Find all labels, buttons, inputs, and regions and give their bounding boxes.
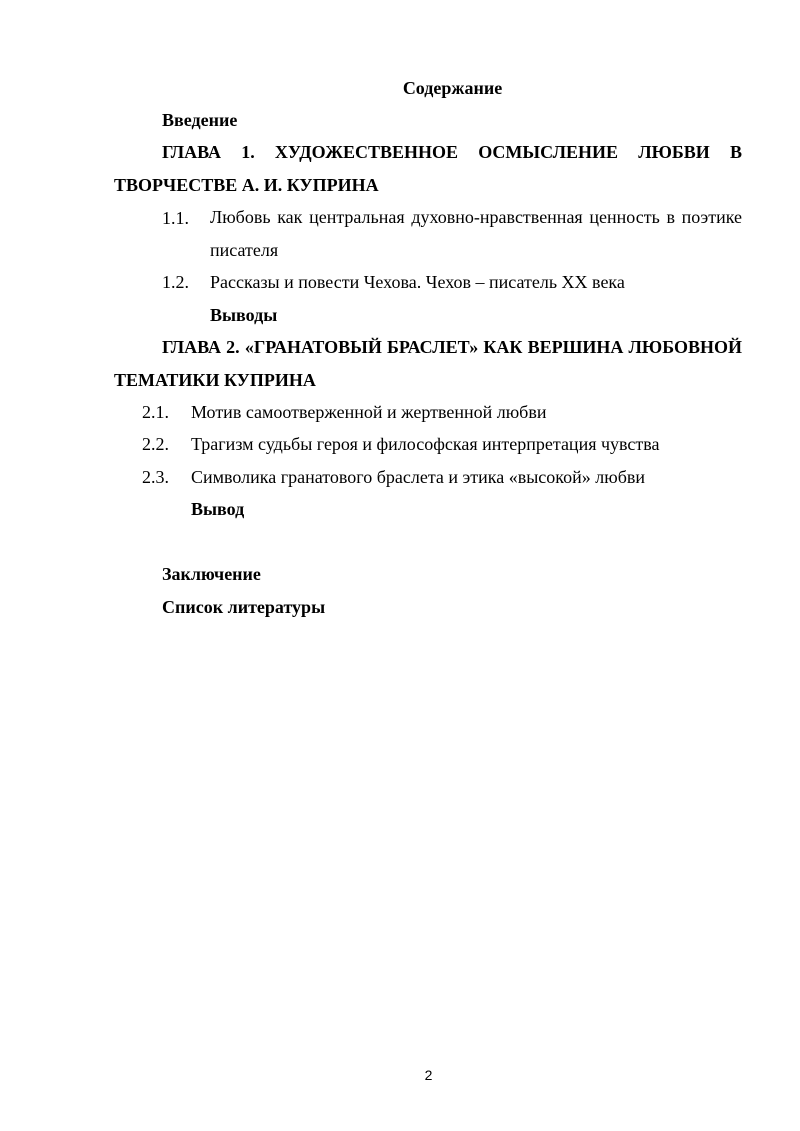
item-1-1-number: 1.1.	[162, 208, 189, 228]
chapter1-heading: ГЛАВА 1. ХУДОЖЕСТВЕННОЕ ОСМЫСЛЕНИЕ ЛЮБВИ В ТВОРЧЕСТВЕ А. И. КУПРИНА	[114, 142, 742, 195]
chapter1-conclusion: Выводы	[210, 305, 278, 325]
page-number: 2	[424, 1067, 433, 1083]
item-2-1-text: Мотив самоотверженной и жертвенной любви	[191, 402, 547, 422]
toc-title: Содержание	[402, 78, 503, 98]
item-2-3-text: Символика гранатового браслета и этика «высокой» любви	[191, 467, 645, 487]
item-2-2-text: Трагизм судьбы героя и философская интерпретация чувства	[191, 434, 660, 454]
chapter2-conclusion: Вывод	[191, 499, 245, 519]
item-2-2-number: 2.2.	[142, 434, 169, 454]
item-1-1-text: Любовь как центральная духовно-нравственная ценность в поэтике писателя	[210, 207, 742, 260]
item-2-3-number: 2.3.	[142, 467, 169, 487]
toc-final: Заключение	[162, 564, 261, 584]
item-2-1-number: 2.1.	[142, 402, 169, 422]
item-1-2-text: Рассказы и повести Чехова. Чехов – писатель XX века	[210, 272, 625, 292]
item-1-2-number: 1.2.	[162, 272, 189, 292]
toc-bibliography: Список литературы	[162, 597, 326, 617]
toc-intro: Введение	[162, 110, 238, 130]
chapter2-heading: ГЛАВА 2. «ГРАНАТОВЫЙ БРАСЛЕТ» КАК ВЕРШИНА ЛЮБОВНОЙ ТЕМАТИКИ КУПРИНА	[114, 337, 742, 390]
